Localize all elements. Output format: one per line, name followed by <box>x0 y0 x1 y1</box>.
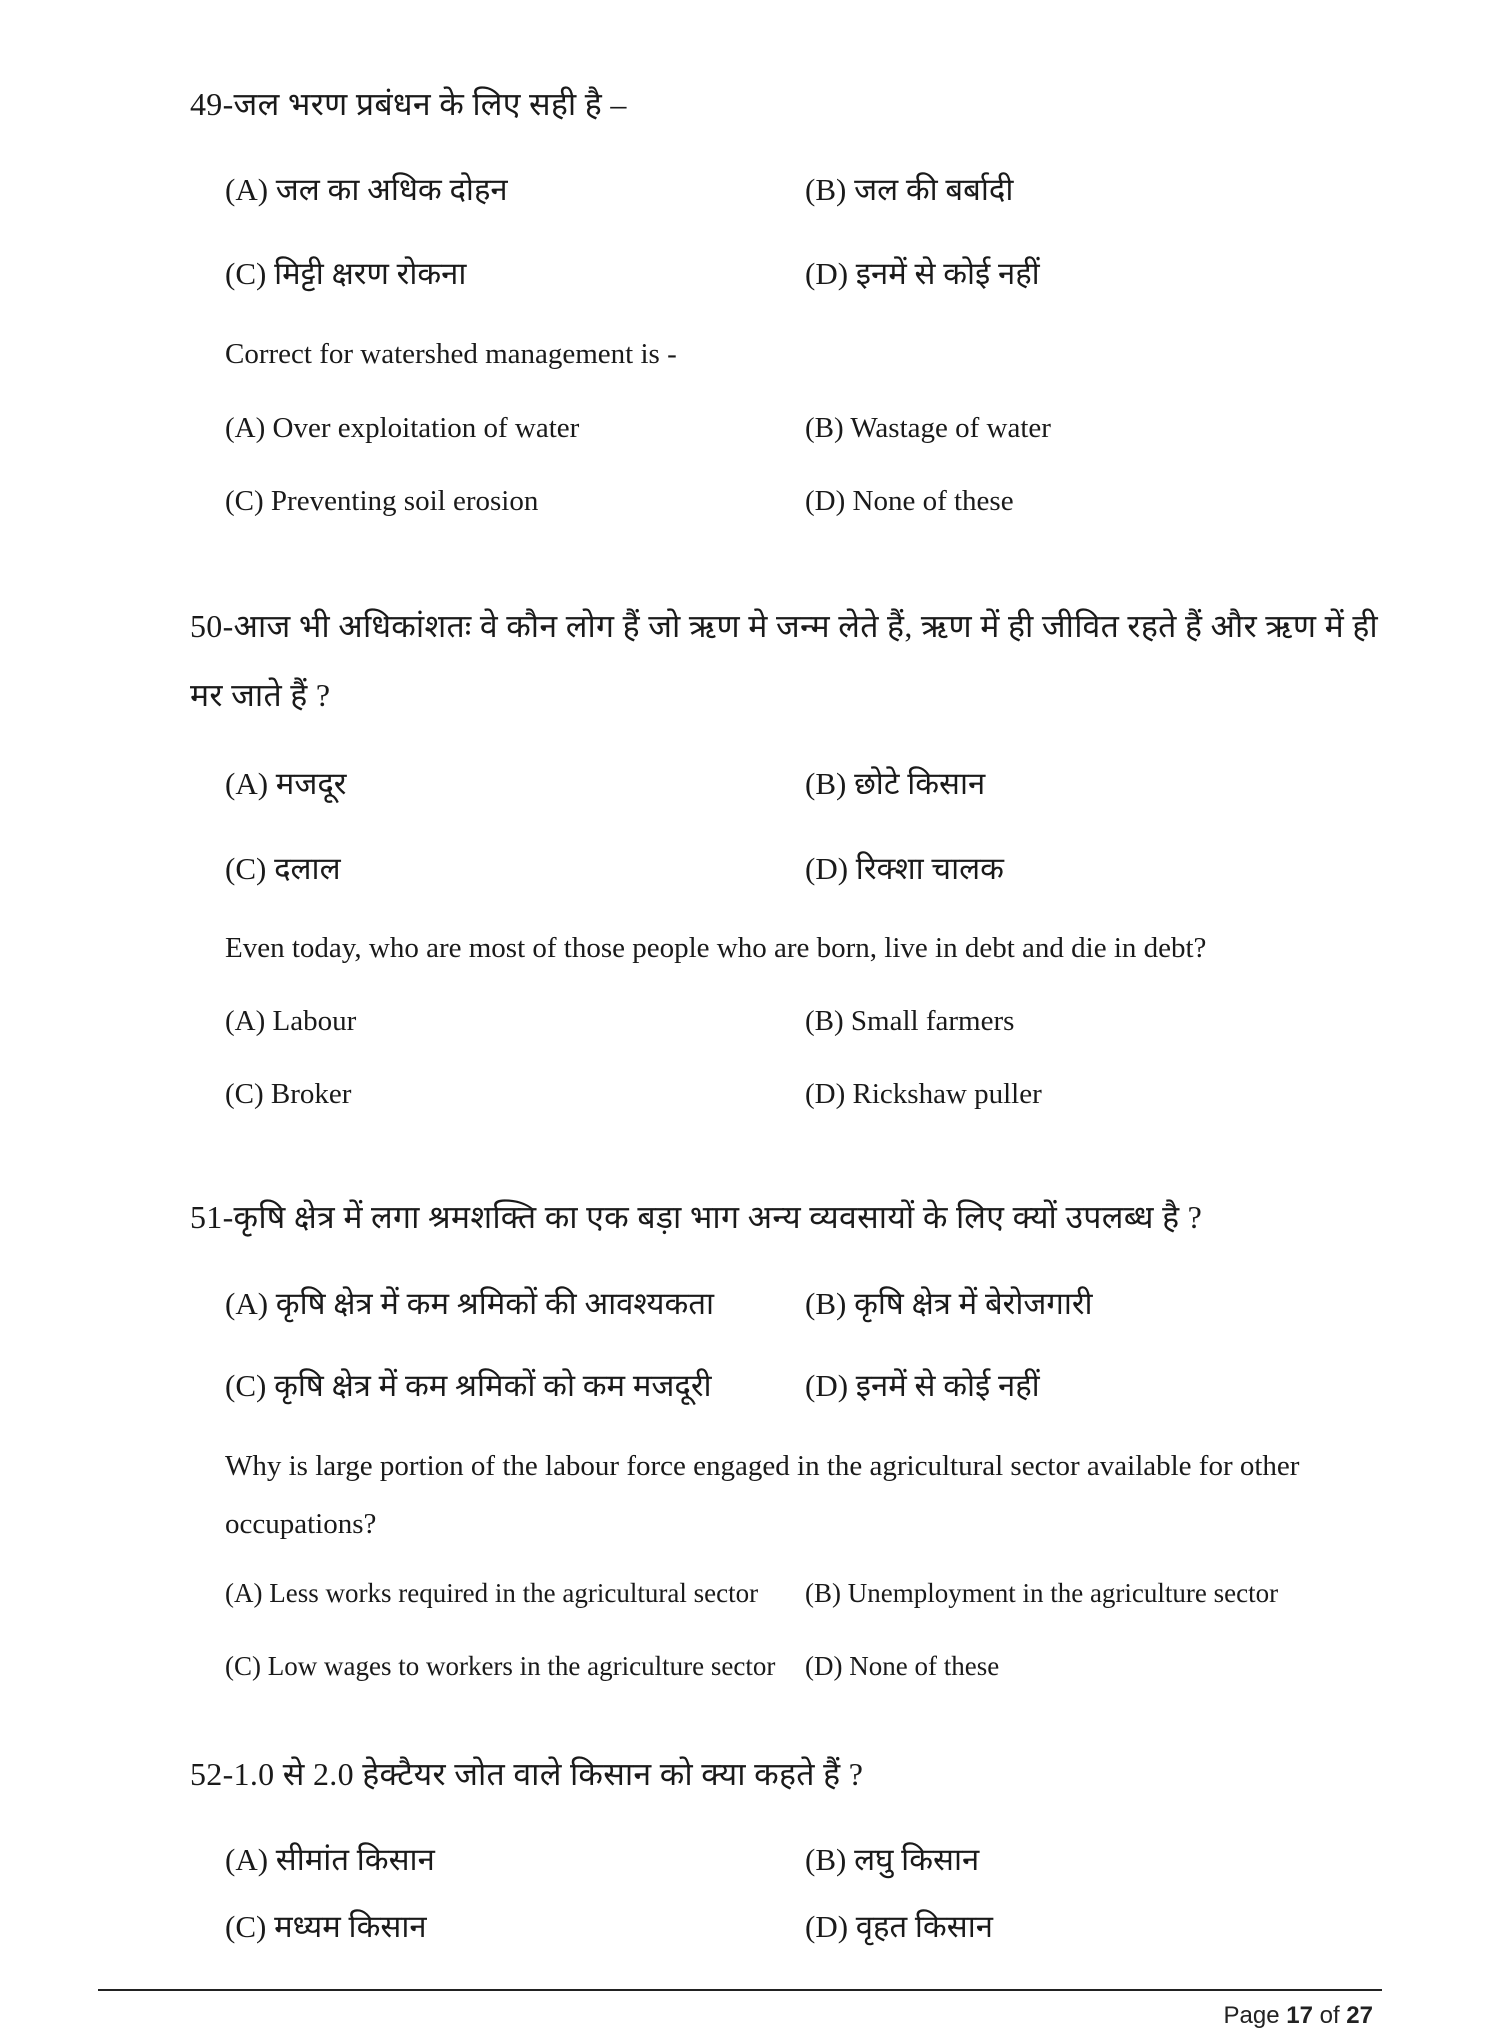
footer-divider <box>98 1989 1382 1991</box>
question-51-hindi: 51-कृषि क्षेत्र में लगा श्रमशक्ति का एक बड़ा भाग अन्य व्यवसायों के लिए क्यों उपलब्ध है ? <box>190 1199 1203 1235</box>
question-50-english: Even today, who are most of those people who are born, live in debt and die in debt? <box>225 932 1207 964</box>
q51-en-option-d: (D) None of these <box>805 1651 1000 1681</box>
of-word: of <box>1319 2002 1340 2029</box>
question-49-hindi: 49-जल भरण प्रबंधन के लिए सही है – <box>190 86 627 122</box>
q49-en-option-a: (A) Over exploitation of water <box>225 412 580 444</box>
page-number <box>1224 2002 1374 2030</box>
q51-hi-option-c: (C) कृषि क्षेत्र में कम श्रमिकों को कम मजदूरी <box>225 1368 712 1403</box>
page-current: 17 <box>1286 2002 1313 2029</box>
page-total: 27 <box>1346 2002 1373 2029</box>
q50-hi-option-a: (A) मजदूर <box>225 766 347 801</box>
question-50-hindi: 50-आज भी अधिकांशतः वे कौन लोग हैं जो ऋण मे जन्म लेते हैं, ऋण में ही जीवित रहते हैं और ऋण में ही मर जाते हैं ? <box>190 608 1378 713</box>
q51-hi-option-a: (A) कृषि क्षेत्र में कम श्रमिकों की आवश्यकता <box>225 1286 715 1321</box>
q52-hi-option-a: (A) सीमांत किसान <box>225 1842 435 1877</box>
q51-en-option-c: (C) Low wages to workers in the agriculture sector <box>225 1651 776 1681</box>
q50-en-option-a: (A) Labour <box>225 1005 357 1037</box>
q52-hi-option-d: (D) वृहत किसान <box>805 1909 993 1944</box>
q49-en-option-c: (C) Preventing soil erosion <box>225 485 539 517</box>
q52-hi-option-b: (B) लघु किसान <box>805 1842 980 1877</box>
q49-hi-option-d: (D) इनमें से कोई नहीं <box>805 256 1040 291</box>
q50-hi-option-c: (C) दलाल <box>225 851 341 886</box>
q50-en-option-c: (C) Broker <box>225 1078 352 1110</box>
q49-hi-option-c: (C) मिट्टी क्षरण रोकना <box>225 256 467 291</box>
q49-en-option-d: (D) None of these <box>805 485 1014 517</box>
q49-hi-option-b: (B) जल की बर्बादी <box>805 172 1014 207</box>
q49-en-option-b: (B) Wastage of water <box>805 412 1051 444</box>
question-49-english: Correct for watershed management is - <box>225 338 677 370</box>
question-51-english: Why is large portion of the labour force engaged in the agricultural sector available for other occupations? <box>225 1450 1300 1540</box>
q50-hi-option-d: (D) रिक्शा चालक <box>805 851 1004 886</box>
q52-hi-option-c: (C) मध्यम किसान <box>225 1909 427 1944</box>
q49-hi-option-a: (A) जल का अधिक दोहन <box>225 172 508 207</box>
page-word: Page <box>1223 2002 1280 2029</box>
q51-hi-option-b: (B) कृषि क्षेत्र में बेरोजगारी <box>805 1286 1093 1321</box>
q51-en-option-b: (B) Unemployment in the agriculture sector <box>805 1578 1279 1608</box>
question-52-hindi: 52-1.0 से 2.0 हेक्टैयर जोत वाले किसान को क्या कहते हैं ? <box>190 1756 864 1792</box>
q50-hi-option-b: (B) छोटे किसान <box>805 766 986 801</box>
q51-hi-option-d: (D) इनमें से कोई नहीं <box>805 1368 1040 1403</box>
q51-en-option-a: (A) Less works required in the agricultural sector <box>225 1578 759 1608</box>
q50-en-option-b: (B) Small farmers <box>805 1005 1015 1037</box>
q50-en-option-d: (D) Rickshaw puller <box>805 1078 1042 1110</box>
